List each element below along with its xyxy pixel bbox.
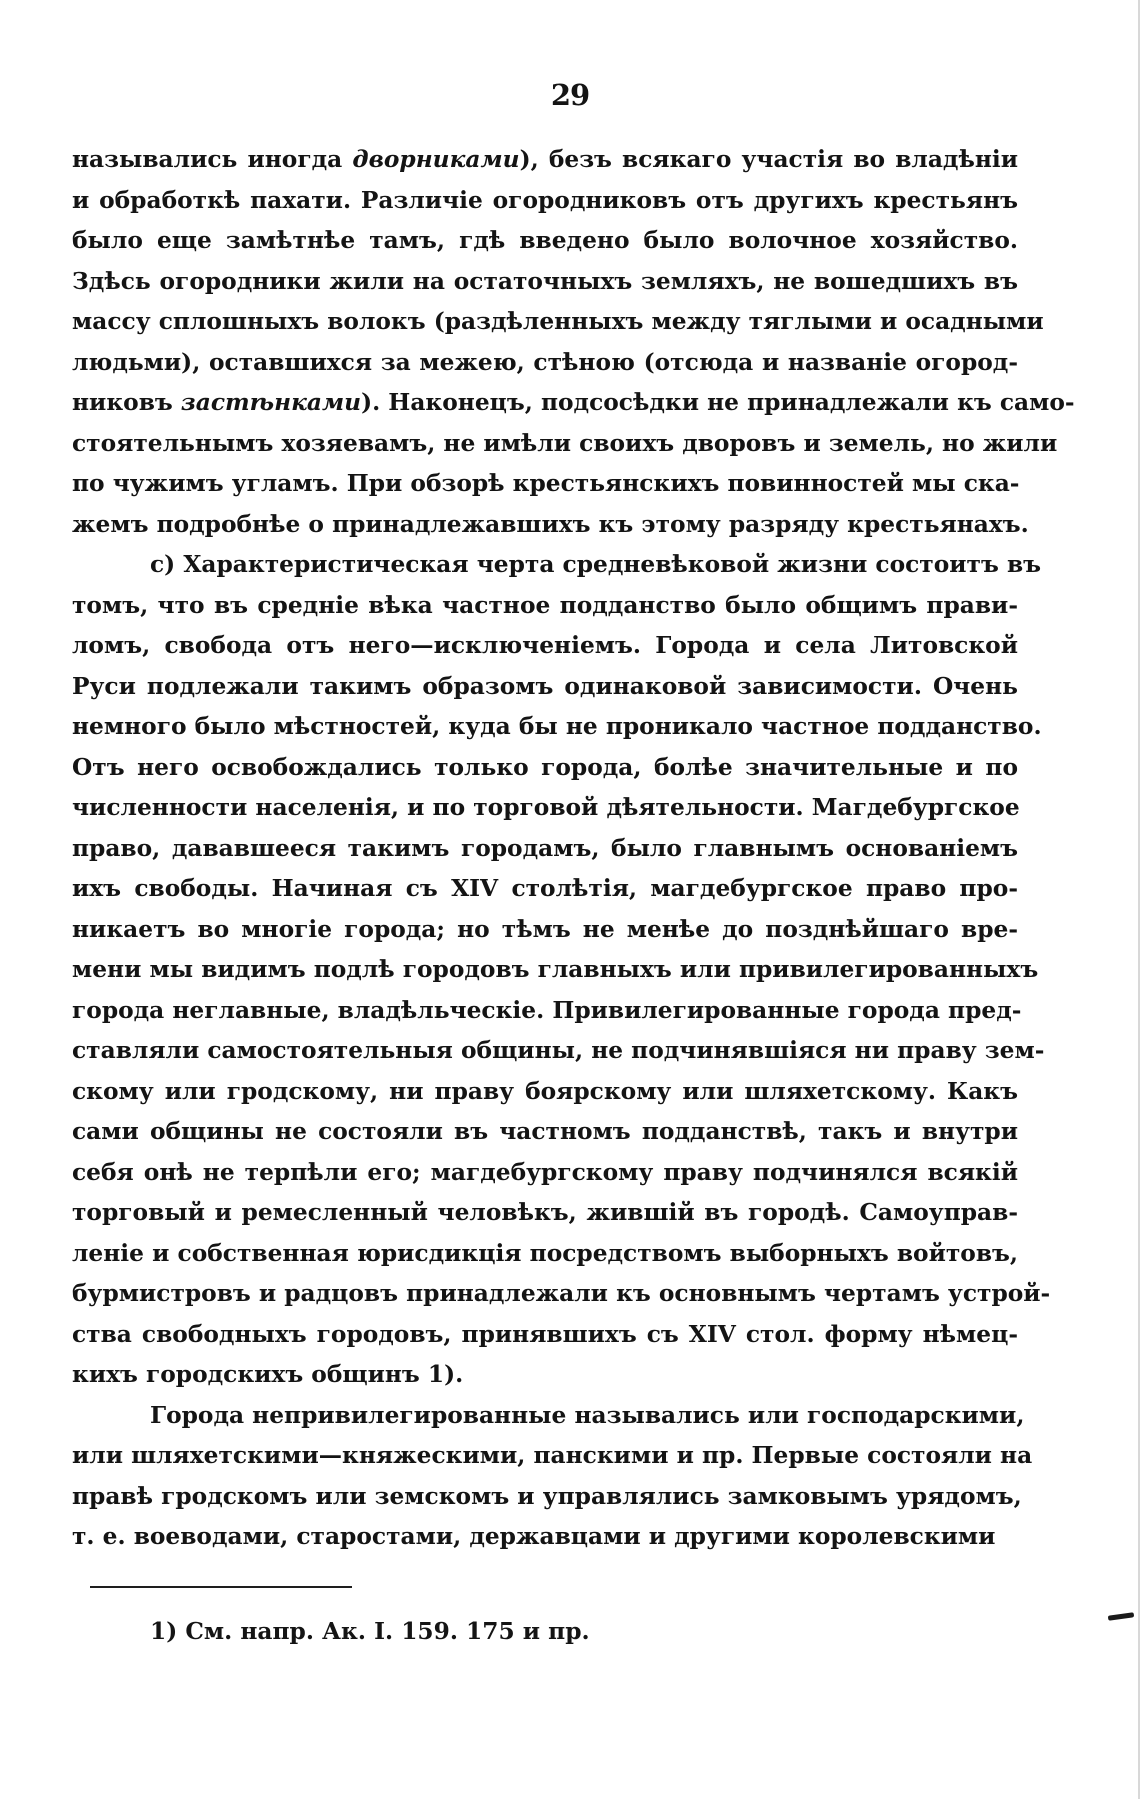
text-line: томъ, что въ средніе вѣка частное подданство было общимъ прави- <box>72 591 1018 619</box>
text-line: сами общины не состояли въ частномъ подданствѣ, такъ и внутри <box>72 1118 1018 1145</box>
page-number: 29 <box>550 78 590 112</box>
text-line: назывались иногда дворниками), безъ всякаго участія во владѣніи <box>72 146 1019 173</box>
text-line: немного было мѣстностей, куда бы не проникало частное подданство. <box>72 713 1042 740</box>
text-line: кихъ городскихъ общинъ 1). <box>72 1361 464 1388</box>
footnote: 1) См. напр. Ак. I. 159. 175 и пр. <box>150 1618 590 1645</box>
paragraph <box>72 1396 1033 1558</box>
text-line: стоятельнымъ хозяевамъ, не имѣли своихъ дворовъ и земель, но жили <box>72 429 1058 457</box>
text-line: или шляхетскими—княжескими, панскими и пр. Первые состояли на <box>72 1442 1033 1469</box>
text-line: никаетъ во многіе города; но тѣмъ не менѣе до позднѣйшаго вре- <box>72 915 1018 943</box>
text-line: мени мы видимъ подлѣ городовъ главныхъ или привилегированныхъ <box>72 956 1039 983</box>
text-line: скому или гродскому, ни праву боярскому или шляхетскому. Какъ <box>72 1077 1018 1105</box>
text-line: ства свободныхъ городовъ, принявшихъ съ XIV стол. форму нѣмец- <box>72 1320 1018 1348</box>
text-line: ломъ, свобода отъ него—исключеніемъ. Города и села Литовской <box>72 632 1018 659</box>
text-line: численности населенія, и по торговой дѣятельности. Магдебургское <box>72 794 1020 821</box>
text-line: т. е. воеводами, старостами, державцами и другими королевскими <box>72 1523 996 1550</box>
text-line: бурмистровъ и радцовъ принадлежали къ основнымъ чертамъ устрой- <box>72 1280 1051 1307</box>
text-line: ставляли самостоятельныя общины, не подчинявшіяся ни праву зем- <box>72 1037 1045 1064</box>
text-line: массу сплошныхъ волокъ (раздѣленныхъ между тяглыми и осадными <box>72 308 1044 335</box>
text-line: с) Характеристическая черта средневѣковой жизни состоитъ въ <box>150 551 1042 578</box>
body-text <box>72 140 1075 1558</box>
text-line: никовъ застѣнками). Наконецъ, подсосѣдки не принадлежали къ само- <box>72 389 1075 416</box>
text-line: Города непривилегированные назывались или господарскими, <box>150 1401 1025 1429</box>
text-line: по чужимъ угламъ. При обзорѣ крестьянскихъ повинностей мы ска- <box>72 470 1020 497</box>
text-line: себя онѣ не терпѣли его; магдебургскому праву подчинялся всякій <box>72 1158 1018 1186</box>
text-line: жемъ подробнѣе о принадлежавшихъ къ этому разряду крестьянахъ. <box>72 510 1029 538</box>
text-line: леніе и собственная юрисдикція посредствомъ выборныхъ войтовъ, <box>72 1239 1018 1267</box>
text-line: было еще замѣтнѣе тамъ, гдѣ введено было волочное хозяйство. <box>72 227 1018 254</box>
footnote-divider <box>90 1586 352 1588</box>
text-line: города неглавные, владѣльческіе. Привилегированные города пред- <box>72 996 1022 1024</box>
text-line: Руси подлежали такимъ образомъ одинаковой зависимости. Очень <box>72 672 1018 700</box>
paragraph <box>72 140 1075 545</box>
margin-ink-mark <box>1108 1612 1134 1621</box>
text-line: и обработкѣ пахати. Различіе огородниковъ отъ другихъ крестьянъ <box>72 186 1018 214</box>
paragraph <box>72 545 1051 1396</box>
text-line: ихъ свободы. Начиная съ XIV столѣтія, магдебургское право про- <box>72 875 1018 902</box>
text-line: людьми), оставшихся за межею, стѣною (отсюда и названіе огород- <box>72 348 1018 376</box>
text-line: правѣ гродскомъ или земскомъ и управлялись замковымъ урядомъ, <box>72 1482 1022 1510</box>
text-line: торговый и ремесленный человѣкъ, жившій въ городѣ. Самоуправ- <box>72 1199 1018 1226</box>
text-line: Здѣсь огородники жили на остаточныхъ земляхъ, не вошедшихъ въ <box>72 267 1018 295</box>
text-line: право, дававшееся такимъ городамъ, было главнымъ основаніемъ <box>72 834 1018 862</box>
text-line: Отъ него освобождались только города, болѣе значительные и по <box>72 753 1018 781</box>
